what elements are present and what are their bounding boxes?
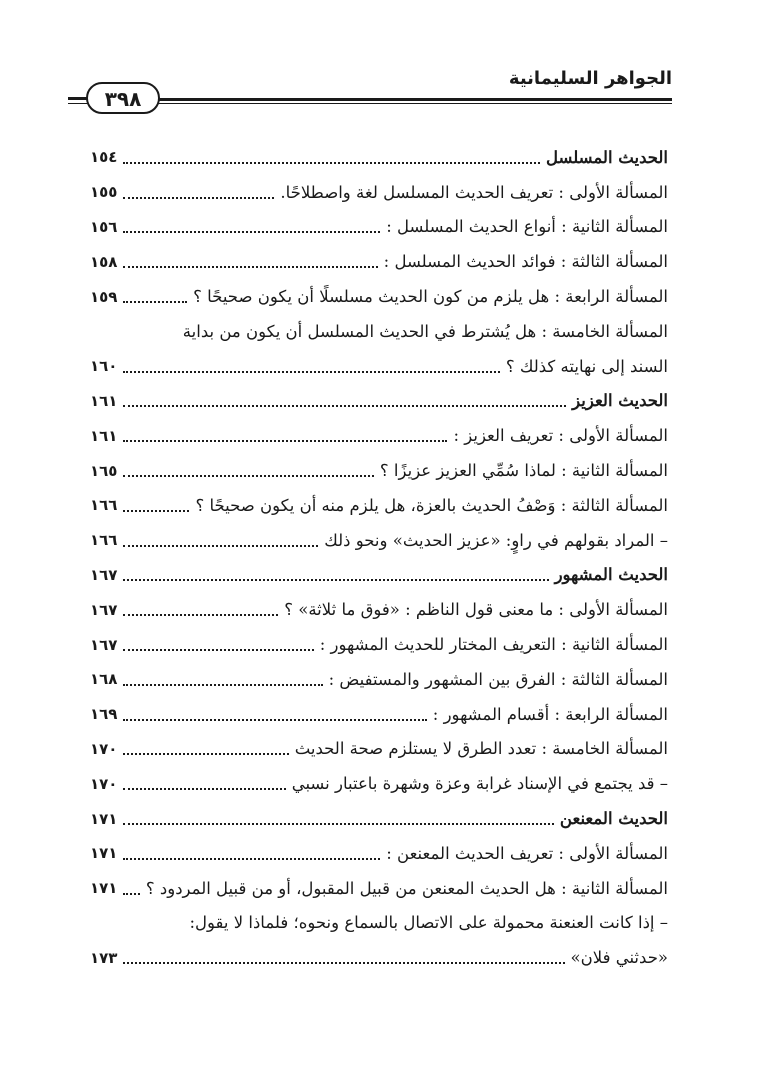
toc-entry-title: الحديث المسلسل — [545, 147, 668, 167]
toc-entry-page: ١٦٥ — [90, 461, 118, 480]
toc-entry-row — [90, 349, 668, 384]
toc-entry-title: الحديث المعنعن — [559, 809, 668, 829]
toc-entry-page: ١٧١ — [90, 809, 118, 828]
dot-leader — [123, 404, 566, 407]
toc-entry-title: المسألة الثانية : التعريف المختار للحديث المشهور : — [319, 635, 668, 655]
dot-leader — [123, 161, 540, 164]
toc-entry-title: المسألة الرابعة : أقسام المشهور : — [432, 704, 668, 724]
toc-entry-title: – المراد بقولهم في راوٍ: «عزيز الحديث» ونحو ذلك — [324, 530, 668, 550]
toc-entry-page: ١٦٦ — [90, 496, 118, 515]
toc-entry-title: المسألة الثالثة : فوائد الحديث المسلسل : — [383, 252, 668, 272]
toc-entry-title: السند إلى نهايته كذلك ؟ — [505, 356, 668, 376]
toc-entry-page: ١٦٧ — [90, 600, 118, 619]
toc-entry-row — [90, 906, 668, 941]
toc-entry-title: – إذا كانت العنعنة محمولة على الاتصال بالسماع ونحوه؛ فلماذا لا يقول: — [189, 913, 668, 933]
toc-entry-title: المسألة الأولى : ما معنى قول الناظم : «فوق ما ثلاثة» ؟ — [284, 600, 668, 620]
toc-entry-title: المسألة الأولى : تعريف الحديث المسلسل لغة واصطلاحًا. — [280, 182, 668, 202]
toc-entry-title: المسألة الخامسة : هل يُشترط في الحديث المسلسل أن يكون من بداية — [182, 321, 668, 341]
toc-entry-title: – قد يجتمع في الإسناد غرابة وعزة وشهرة باعتبار نسبي — [291, 774, 668, 794]
toc-entry-title: المسألة الثالثة : وَصْفُ الحديث بالعزة، هل يلزم منه أن يكون صحيحًا ؟ — [195, 495, 668, 515]
dot-leader — [123, 787, 285, 790]
toc-entry-title: المسألة الخامسة : تعدد الطرق لا يستلزم صحة الحديث — [294, 739, 668, 759]
toc-heading-row — [90, 558, 668, 593]
header-rule-thick — [158, 98, 672, 101]
toc-heading-row — [90, 140, 668, 175]
toc-entry-row — [90, 940, 668, 975]
toc-entry-row — [90, 244, 668, 279]
toc-entry-row — [90, 175, 668, 210]
toc-entry-page: ١٦٧ — [90, 635, 118, 654]
toc-entry-title: المسألة الثانية : أنواع الحديث المسلسل : — [386, 217, 668, 237]
toc-entry-row — [90, 871, 668, 906]
toc-entry-page: ١٧٣ — [90, 948, 118, 967]
table-of-contents — [90, 140, 668, 975]
toc-entry-row — [90, 697, 668, 732]
header-rule-thin — [158, 103, 672, 104]
toc-entry-row — [90, 766, 668, 801]
dot-leader — [123, 474, 373, 477]
dot-leader — [123, 752, 288, 755]
toc-entry-title: المسألة الأولى : تعريف العزيز : — [453, 426, 668, 446]
dot-leader — [123, 718, 426, 721]
toc-entry-page: ١٥٨ — [90, 252, 118, 271]
toc-entry-page: ١٦١ — [90, 426, 118, 445]
toc-entry-row — [90, 488, 668, 523]
dot-leader — [123, 300, 187, 303]
toc-entry-page: ١٧٠ — [90, 774, 118, 793]
dot-leader — [123, 892, 139, 895]
toc-entry-row — [90, 279, 668, 314]
toc-entry-row — [90, 523, 668, 558]
toc-entry-page: ١٥٩ — [90, 287, 118, 306]
dot-leader — [123, 683, 322, 686]
toc-entry-page: ١٥٥ — [90, 183, 118, 202]
dot-leader — [123, 648, 313, 651]
dot-leader — [123, 439, 447, 442]
page-header — [68, 62, 672, 118]
dot-leader — [123, 613, 278, 616]
dot-leader — [123, 822, 553, 825]
toc-entry-title: المسألة الرابعة : هل يلزم من كون الحديث مسلسلًا أن يكون صحيحًا ؟ — [193, 287, 668, 307]
toc-entry-title: الحديث المشهور — [554, 565, 668, 585]
toc-entry-title: الحديث العزيز — [572, 391, 668, 411]
toc-entry-page: ١٦١ — [90, 391, 118, 410]
dot-leader — [123, 196, 274, 199]
toc-entry-row — [90, 732, 668, 767]
dot-leader — [123, 961, 564, 964]
dot-leader — [123, 578, 548, 581]
dot-leader — [123, 265, 377, 268]
toc-heading-row — [90, 384, 668, 419]
toc-entry-title: المسألة الثالثة : الفرق بين المشهور والمستفيض : — [328, 669, 668, 689]
toc-entry-row — [90, 836, 668, 871]
toc-entry-page: ١٥٤ — [90, 148, 118, 167]
toc-entry-page: ١٦٦ — [90, 531, 118, 550]
dot-leader — [123, 230, 380, 233]
running-title: الجواهر السليمانية — [508, 68, 672, 89]
toc-entry-row — [90, 210, 668, 245]
toc-entry-page: ١٦٠ — [90, 357, 118, 376]
dot-leader — [123, 370, 499, 373]
toc-entry-title: المسألة الثانية : هل الحديث المعنعن من قبيل المقبول، أو من قبيل المردود ؟ — [145, 878, 668, 898]
toc-entry-page: ١٧٠ — [90, 739, 118, 758]
toc-entry-page: ١٦٨ — [90, 670, 118, 689]
toc-entry-row — [90, 453, 668, 488]
dot-leader — [123, 857, 380, 860]
toc-entry-page: ١٦٩ — [90, 705, 118, 724]
toc-entry-row — [90, 418, 668, 453]
dot-leader — [123, 509, 189, 512]
toc-heading-row — [90, 801, 668, 836]
toc-entry-title: المسألة الثانية : لماذا سُمِّي العزيز عزيزًا ؟ — [379, 461, 668, 481]
toc-entry-title: «حدثني فلان» — [570, 948, 668, 968]
toc-entry-page: ١٧١ — [90, 879, 118, 898]
toc-entry-title: المسألة الأولى : تعريف الحديث المعنعن : — [386, 843, 668, 863]
dot-leader — [123, 544, 318, 547]
toc-entry-row — [90, 627, 668, 662]
toc-entry-page: ١٥٦ — [90, 217, 118, 236]
toc-entry-row — [90, 592, 668, 627]
toc-entry-page: ١٧١ — [90, 844, 118, 863]
toc-entry-row — [90, 662, 668, 697]
toc-entry-page: ١٦٧ — [90, 565, 118, 584]
toc-entry-row — [90, 314, 668, 349]
page-number: ٣٩٨ — [86, 82, 160, 114]
